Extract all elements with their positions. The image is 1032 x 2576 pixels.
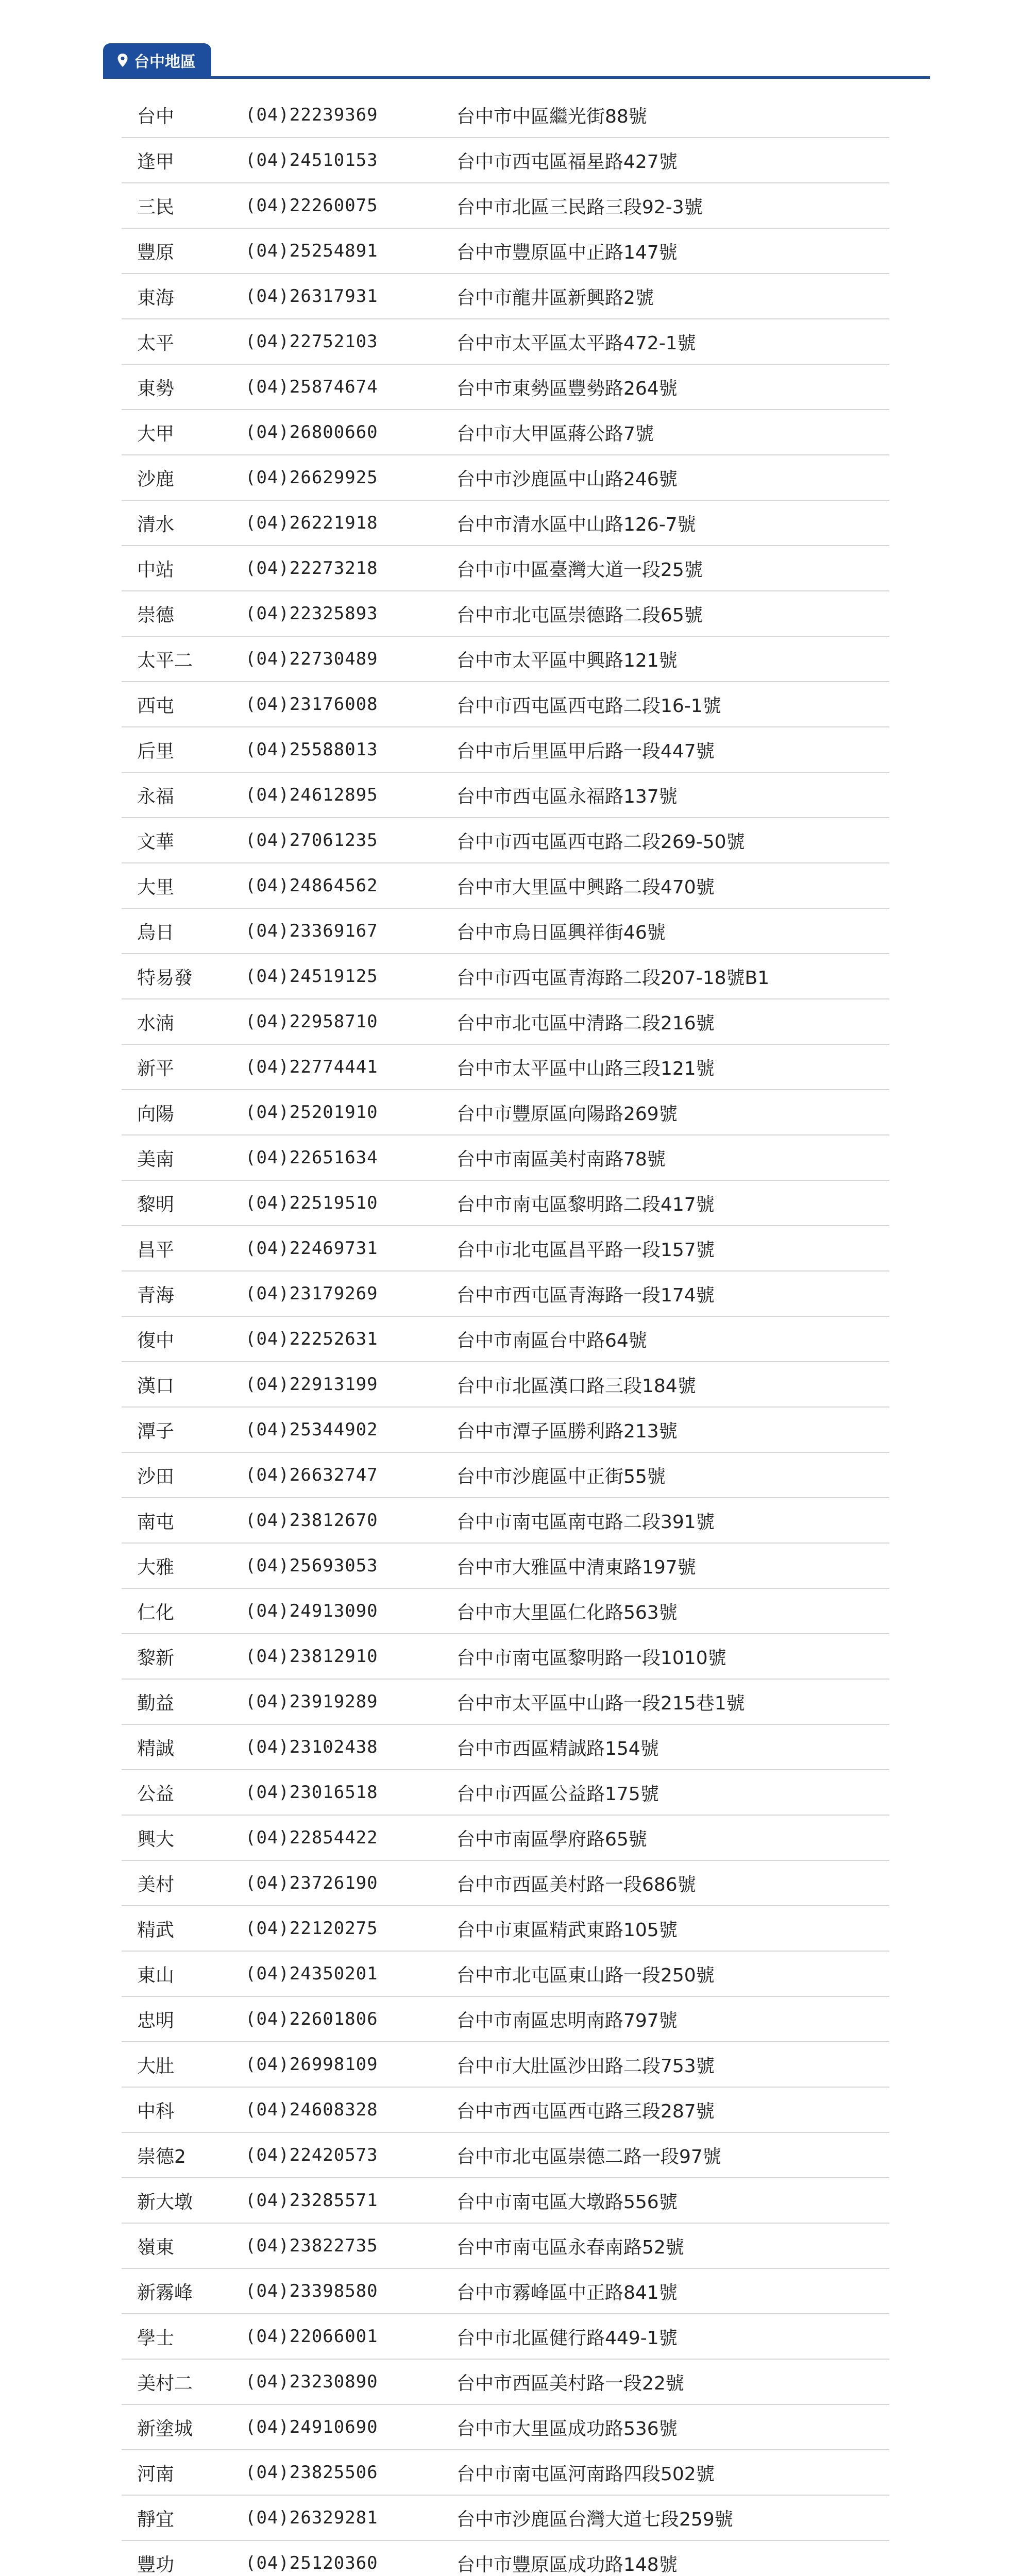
branch-row: [122, 909, 889, 954]
branch-phone: (04)25588013: [245, 739, 378, 760]
branch-phone: (04)22325893: [245, 603, 378, 624]
branch-row: [122, 2541, 889, 2576]
branch-address: 台中市中區臺灣大道一段25號: [456, 559, 703, 581]
branch-phone: (04)23179269: [245, 1283, 378, 1304]
branch-name: 新大墩: [137, 2191, 193, 2213]
branch-name: 特易發: [137, 967, 193, 989]
branch-phone: (04)24519125: [245, 966, 378, 987]
branch-name: 南屯: [137, 1511, 175, 1533]
branch-name: 大雅: [137, 1556, 175, 1578]
branch-row: [122, 410, 889, 455]
branch-phone: (04)22730489: [245, 649, 378, 669]
branch-address: 台中市后里區甲后路一段447號: [456, 740, 715, 762]
branch-phone: (04)23398580: [245, 2281, 378, 2301]
map-pin-icon: [116, 53, 129, 67]
branch-phone: (04)22120275: [245, 1918, 378, 1939]
branch-name: 沙鹿: [137, 468, 175, 490]
branch-name: 黎新: [137, 1647, 175, 1669]
branch-row: [122, 1680, 889, 1725]
branch-address: 台中市西屯區永福路137號: [456, 786, 678, 807]
branch-address: 台中市沙鹿區台灣大道七段259號: [456, 2509, 733, 2530]
branch-row: [122, 1045, 889, 1090]
branch-address: 台中市太平區中山路三段121號: [456, 1058, 715, 1079]
branch-row: [122, 1997, 889, 2042]
branch-address: 台中市南區美村南路78號: [456, 1148, 666, 1170]
branch-row: [122, 2042, 889, 2088]
branch-phone: (04)22066001: [245, 2326, 378, 2347]
branch-row: [122, 682, 889, 727]
branch-name: 勤益: [137, 1692, 175, 1714]
branch-address: 台中市北區健行路449-1號: [456, 2327, 678, 2349]
branch-name: 新塗城: [137, 2418, 193, 2439]
branch-name: 黎明: [137, 1194, 175, 1215]
branch-row: [122, 999, 889, 1045]
branch-phone: (04)22420573: [245, 2145, 378, 2165]
branch-address: 台中市北區漢口路三段184號: [456, 1375, 696, 1397]
branch-address: 台中市北區三民路三段92-3號: [456, 196, 703, 218]
branch-row: [122, 2178, 889, 2224]
branch-phone: (04)22774441: [245, 1057, 378, 1077]
branch-name: 東海: [137, 287, 175, 309]
branch-name: 美村: [137, 1874, 175, 1895]
branch-phone: (04)25874674: [245, 377, 378, 397]
branch-address: 台中市豐原區成功路148號: [456, 2554, 678, 2575]
branch-address: 台中市西區美村路一段22號: [456, 2372, 684, 2394]
branch-address: 台中市西屯區青海路一段174號: [456, 1284, 715, 1306]
branch-row: [122, 1634, 889, 1680]
branch-row: [122, 1136, 889, 1181]
region-tab-underline: [103, 76, 930, 79]
branch-phone: (04)24864562: [245, 875, 378, 896]
branch-address: 台中市烏日區興祥街46號: [456, 922, 666, 943]
branch-phone: (04)25693053: [245, 1555, 378, 1576]
branch-row: [122, 1770, 889, 1816]
branch-address: 台中市南屯區大墩路556號: [456, 2191, 678, 2213]
branch-row: [122, 1589, 889, 1634]
branch-name: 青海: [137, 1284, 175, 1306]
branch-name: 中科: [137, 2100, 175, 2122]
branch-address: 台中市沙鹿區中正街55號: [456, 1466, 666, 1487]
branch-phone: (04)23230890: [245, 2371, 378, 2392]
branch-row: [122, 455, 889, 501]
branch-row: [122, 727, 889, 773]
branch-phone: (04)25201910: [245, 1102, 378, 1123]
branch-name: 西屯: [137, 695, 175, 717]
branch-address: 台中市西屯區福星路427號: [456, 151, 678, 173]
branch-phone: (04)23812910: [245, 1646, 378, 1667]
branch-name: 興大: [137, 1828, 175, 1850]
branch-name: 大肚: [137, 2055, 175, 2077]
branch-name: 向陽: [137, 1103, 175, 1125]
branch-phone: (04)26629925: [245, 467, 378, 488]
branch-row: [122, 2269, 889, 2314]
branch-phone: (04)25344902: [245, 1419, 378, 1440]
branch-phone: (04)25254891: [245, 241, 378, 261]
branch-address: 台中市南區學府路65號: [456, 1828, 647, 1850]
branch-phone: (04)24913090: [245, 1601, 378, 1621]
region-title: 台中地區: [134, 53, 196, 71]
branch-address: 台中市南屯區黎明路二段417號: [456, 1194, 715, 1215]
branch-name: 新平: [137, 1058, 175, 1079]
branch-phone: (04)23102438: [245, 1737, 378, 1757]
branch-address: 台中市北屯區中清路二段216號: [456, 1012, 715, 1034]
branch-phone: (04)22958710: [245, 1011, 378, 1032]
branch-name: 東勢: [137, 378, 175, 399]
branch-address: 台中市西屯區西屯路二段16-1號: [456, 695, 721, 717]
branch-address: 台中市南屯區黎明路一段1010號: [456, 1647, 726, 1669]
branch-row: [122, 1816, 889, 1861]
branch-address: 台中市潭子區勝利路213號: [456, 1420, 678, 1442]
branch-row: [122, 2133, 889, 2178]
region-tab[interactable]: [103, 43, 211, 77]
branch-name: 崇德: [137, 604, 175, 626]
branch-phone: (04)24608328: [245, 2099, 378, 2120]
branch-name: 太平二: [137, 650, 193, 671]
branch-phone: (04)22601806: [245, 2009, 378, 2029]
branch-phone: (04)22273218: [245, 558, 378, 579]
branch-address: 台中市豐原區向陽路269號: [456, 1103, 678, 1125]
branch-phone: (04)24510153: [245, 150, 378, 171]
branch-phone: (04)23822735: [245, 2235, 378, 2256]
branch-row: [122, 365, 889, 410]
branch-name: 烏日: [137, 922, 175, 943]
branch-row: [122, 229, 889, 274]
branch-phone: (04)24612895: [245, 785, 378, 805]
branch-phone: (04)26317931: [245, 286, 378, 307]
branch-address: 台中市大雅區中清東路197號: [456, 1556, 696, 1578]
branch-phone: (04)23285571: [245, 2190, 378, 2211]
branch-name: 水湳: [137, 1012, 175, 1034]
branch-address: 台中市北屯區東山路一段250號: [456, 1964, 715, 1986]
branch-row: [122, 1906, 889, 1952]
branch-phone: (04)23825506: [245, 2462, 378, 2483]
branch-address: 台中市西屯區青海路二段207-18號B1: [456, 967, 770, 989]
branch-row: [122, 183, 889, 229]
branch-phone: (04)26221918: [245, 513, 378, 533]
branch-row: [122, 1362, 889, 1408]
branch-row: [122, 93, 889, 138]
branch-row: [122, 1498, 889, 1544]
branch-name: 后里: [137, 740, 175, 762]
branch-name: 靜宜: [137, 2509, 175, 2530]
branch-name: 精武: [137, 1919, 175, 1941]
branch-address: 台中市大里區仁化路563號: [456, 1602, 678, 1623]
branch-row: [122, 546, 889, 591]
branch-name: 美村二: [137, 2372, 193, 2394]
branch-phone: (04)23016518: [245, 1782, 378, 1803]
branch-name: 永福: [137, 786, 175, 807]
branch-name: 大甲: [137, 423, 175, 445]
branch-address: 台中市北屯區崇德路二段65號: [456, 604, 703, 626]
branch-row: [122, 954, 889, 999]
branch-row: [122, 1725, 889, 1770]
branch-address: 台中市太平區中興路121號: [456, 650, 678, 671]
branch-name: 嶺東: [137, 2236, 175, 2258]
branch-row: [122, 274, 889, 319]
branch-row: [122, 591, 889, 637]
branch-row: [122, 2450, 889, 2496]
branch-name: 新霧峰: [137, 2282, 193, 2303]
branch-address: 台中市大里區中興路二段470號: [456, 876, 715, 898]
branch-row: [122, 2405, 889, 2450]
branch-name: 大里: [137, 876, 175, 898]
branch-phone: (04)23369167: [245, 921, 378, 941]
branch-row: [122, 1408, 889, 1453]
branch-phone: (04)26329281: [245, 2507, 378, 2528]
branch-address: 台中市西區精誠路154號: [456, 1738, 659, 1759]
branch-row: [122, 1317, 889, 1362]
branch-row: [122, 319, 889, 365]
branch-row: [122, 2496, 889, 2541]
branch-address: 台中市西屯區西屯路三段287號: [456, 2100, 715, 2122]
branch-row: [122, 1181, 889, 1226]
branch-address: 台中市西區美村路一段686號: [456, 1874, 696, 1895]
branch-phone: (04)26998109: [245, 2054, 378, 2075]
branch-phone: (04)27061235: [245, 830, 378, 851]
branch-address: 台中市清水區中山路126-7號: [456, 514, 696, 535]
branch-row: [122, 1453, 889, 1498]
branch-phone: (04)22913199: [245, 1374, 378, 1395]
branch-row: [122, 773, 889, 818]
branch-name: 學士: [137, 2327, 175, 2349]
branch-address: 台中市南屯區河南路四段502號: [456, 2463, 715, 2485]
branch-name: 太平: [137, 332, 175, 354]
branch-row: [122, 2314, 889, 2360]
branch-address: 台中市豐原區中正路147號: [456, 242, 678, 263]
branch-name: 三民: [137, 196, 175, 218]
branch-phone: (04)22752103: [245, 331, 378, 352]
branch-list: [122, 93, 889, 2576]
branch-address: 台中市龍井區新興路2號: [456, 287, 654, 309]
branch-row: [122, 1272, 889, 1317]
branch-name: 復中: [137, 1330, 175, 1351]
branch-name: 中站: [137, 559, 175, 581]
branch-phone: (04)22469731: [245, 1238, 378, 1259]
branch-phone: (04)22260075: [245, 195, 378, 216]
branch-phone: (04)26632747: [245, 1465, 378, 1485]
branch-address: 台中市南屯區南屯路二段391號: [456, 1511, 715, 1533]
branch-address: 台中市西屯區西屯路二段269-50號: [456, 831, 745, 853]
branch-name: 台中: [137, 106, 175, 127]
branch-phone: (04)24910690: [245, 2417, 378, 2437]
branch-row: [122, 501, 889, 546]
branch-name: 文華: [137, 831, 175, 853]
branch-row: [122, 2360, 889, 2405]
branch-phone: (04)22252631: [245, 1329, 378, 1349]
branch-address: 台中市沙鹿區中山路246號: [456, 468, 678, 490]
branch-name: 公益: [137, 1783, 175, 1805]
branch-row: [122, 1226, 889, 1272]
branch-address: 台中市東勢區豐勢路264號: [456, 378, 678, 399]
branch-name: 精誠: [137, 1738, 175, 1759]
branch-address: 台中市霧峰區中正路841號: [456, 2282, 678, 2303]
branch-address: 台中市大里區成功路536號: [456, 2418, 678, 2439]
branch-address: 台中市大甲區蔣公路7號: [456, 423, 654, 445]
branch-row: [122, 637, 889, 682]
branch-name: 豐原: [137, 242, 175, 263]
branch-phone: (04)23919289: [245, 1691, 378, 1712]
branch-address: 台中市南區台中路64號: [456, 1330, 647, 1351]
branch-name: 河南: [137, 2463, 175, 2485]
branch-name: 清水: [137, 514, 175, 535]
branch-phone: (04)22854422: [245, 1827, 378, 1848]
branch-phone: (04)23812670: [245, 1510, 378, 1531]
branch-name: 逢甲: [137, 151, 175, 173]
branch-row: [122, 1544, 889, 1589]
branch-address: 台中市北屯區昌平路一段157號: [456, 1239, 715, 1261]
branch-phone: (04)25120360: [245, 2553, 378, 2573]
branch-address: 台中市太平區太平路472-1號: [456, 332, 696, 354]
branch-address: 台中市東區精武東路105號: [456, 1919, 678, 1941]
branch-address: 台中市大肚區沙田路二段753號: [456, 2055, 715, 2077]
branch-row: [122, 1861, 889, 1906]
branch-phone: (04)23726190: [245, 1873, 378, 1893]
branch-name: 東山: [137, 1964, 175, 1986]
branch-name: 豐功: [137, 2554, 175, 2575]
branch-row: [122, 1952, 889, 1997]
branch-row: [122, 2224, 889, 2269]
branch-phone: (04)22651634: [245, 1147, 378, 1168]
branch-row: [122, 863, 889, 909]
branch-address: 台中市南區忠明南路797號: [456, 2010, 678, 2031]
branch-address: 台中市南屯區永春南路52號: [456, 2236, 684, 2258]
branch-name: 潭子: [137, 1420, 175, 1442]
branch-name: 崇德2: [137, 2146, 186, 2167]
branch-row: [122, 1090, 889, 1136]
branch-name: 美南: [137, 1148, 175, 1170]
branch-name: 忠明: [137, 2010, 175, 2031]
branch-phone: (04)22239369: [245, 105, 378, 125]
branch-name: 仁化: [137, 1602, 175, 1623]
branch-row: [122, 818, 889, 863]
branch-phone: (04)22519510: [245, 1193, 378, 1213]
branch-row: [122, 2088, 889, 2133]
branch-row: [122, 138, 889, 183]
branch-address: 台中市中區繼光街88號: [456, 106, 647, 127]
branch-name: 昌平: [137, 1239, 175, 1261]
branch-name: 沙田: [137, 1466, 175, 1487]
branch-address: 台中市西區公益路175號: [456, 1783, 659, 1805]
branch-address: 台中市太平區中山路一段215巷1號: [456, 1692, 745, 1714]
branch-phone: (04)23176008: [245, 694, 378, 715]
branch-phone: (04)24350201: [245, 1963, 378, 1984]
branch-phone: (04)26800660: [245, 422, 378, 443]
branch-name: 漢口: [137, 1375, 175, 1397]
branch-address: 台中市北屯區崇德二路一段97號: [456, 2146, 721, 2167]
